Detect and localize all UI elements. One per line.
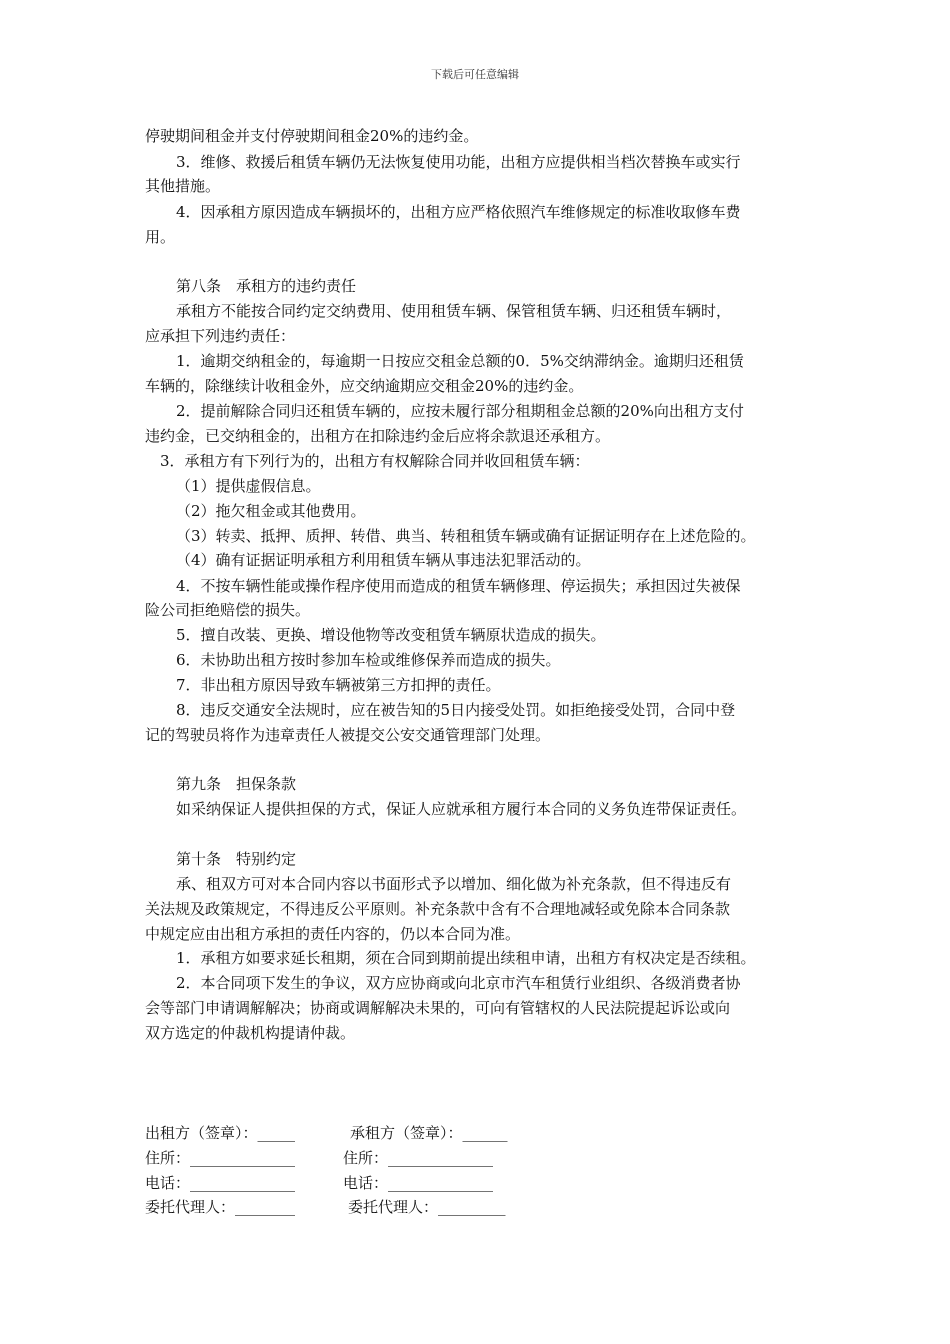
text-line: 其他措施。 xyxy=(145,177,221,195)
text-line: 3．承租方有下列行为的，出租方有权解除合同并收回租赁车辆： xyxy=(160,452,590,470)
text-line: 2．提前解除合同归还租赁车辆的，应按未履行部分租期租金总额的20%向出租方支付 xyxy=(176,402,744,420)
text-line: 会等部门申请调解解决；协商或调解解决未果的，可向有管辖权的人民法院提起诉讼或向 xyxy=(145,999,731,1017)
section-heading: 第八条 承租方的违约责任 xyxy=(176,277,357,295)
text-line: 用。 xyxy=(145,228,176,246)
text-line: 3．维修、救援后租赁车辆仍无法恢复使用功能，出租方应提供相当档次替换车或实行 xyxy=(176,153,741,171)
text-line: 承租方不能按合同约定交纳费用、使用租赁车辆、保管租赁车辆、归还租赁车辆时， xyxy=(176,302,732,320)
text-line: 1．承租方如要求延长租期，须在合同到期前提出续租申请，出租方有权决定是否续租。 xyxy=(176,949,756,967)
text-line: 承、租双方可对本合同内容以书面形式予以增加、细化做为补充条款，但不得违反有 xyxy=(176,875,732,893)
text-line: 关法规及政策规定，不得违反公平原则。补充条款中含有不合理地减轻或免除本合同条款 xyxy=(145,900,731,918)
section-heading: 第九条 担保条款 xyxy=(176,775,297,793)
lessee-phone-field: 电话：______________ xyxy=(343,1174,494,1192)
lessee-address-field: 住所：______________ xyxy=(343,1149,494,1167)
text-line: 险公司拒绝赔偿的损失。 xyxy=(145,601,311,619)
text-line: 停驶期间租金并支付停驶期间租金20%的违约金。 xyxy=(145,127,479,145)
lessor-sign-field: 出租方（签章）：_____ xyxy=(145,1124,296,1142)
text-line: 违约金，已交纳租金的，出租方在扣除违约金后应将余款退还承租方。 xyxy=(145,427,611,445)
text-line: （4）确有证据证明承租方利用租赁车辆从事违法犯罪活动的。 xyxy=(176,551,591,569)
lessor-agent-field: 委托代理人：________ xyxy=(145,1198,296,1216)
page-header: 下载后可任意编辑 xyxy=(431,68,519,81)
text-line: 6．未协助出租方按时参加车检或维修保养而造成的损失。 xyxy=(176,651,561,669)
text-line: （3）转卖、抵押、质押、转借、典当、转租租赁车辆或确有证据证明存在上述危险的。 xyxy=(176,527,756,545)
text-line: 应承担下列违约责任： xyxy=(145,327,296,345)
text-line: 2．本合同项下发生的争议，双方应协商或向北京市汽车租赁行业组织、各级消费者协 xyxy=(176,974,741,992)
text-line: 4．因承租方原因造成车辆损坏的，出租方应严格依照汽车维修规定的标准收取修车费 xyxy=(176,203,741,221)
text-line: 中规定应由出租方承担的责任内容的，仍以本合同为准。 xyxy=(145,925,521,943)
lessor-address-field: 住所：______________ xyxy=(145,1149,296,1167)
text-line: （2）拖欠租金或其他费用。 xyxy=(176,502,366,520)
text-line: 5．擅自改装、更换、增设他物等改变租赁车辆原状造成的损失。 xyxy=(176,626,606,644)
text-line: 记的驾驶员将作为违章责任人被提交公安交通管理部门处理。 xyxy=(145,726,551,744)
text-line: 4．不按车辆性能或操作程序使用而造成的租赁车辆修理、停运损失；承担因过失被保 xyxy=(176,577,741,595)
text-line: 车辆的，除继续计收租金外，应交纳逾期应交租金20%的违约金。 xyxy=(145,377,584,395)
text-line: 如采纳保证人提供担保的方式，保证人应就承租方履行本合同的义务负连带保证责任。 xyxy=(176,800,747,818)
lessor-phone-field: 电话：______________ xyxy=(145,1174,296,1192)
text-line: （1）提供虚假信息。 xyxy=(176,477,321,495)
lessee-agent-field: 委托代理人：_________ xyxy=(348,1198,506,1216)
text-line: 1．逾期交纳租金的，每逾期一日按应交租金总额的0．5%交纳滞纳金。逾期归还租赁 xyxy=(176,352,744,370)
text-line: 双方选定的仲裁机构提请仲裁。 xyxy=(145,1024,356,1042)
text-line: 7．非出租方原因导致车辆被第三方扣押的责任。 xyxy=(176,676,501,694)
section-heading: 第十条 特别约定 xyxy=(176,850,297,868)
lessee-sign-field: 承租方（签章）：______ xyxy=(350,1124,508,1142)
text-line: 8．违反交通安全法规时，应在被告知的5日内接受处罚。如拒绝接受处罚，合同中登 xyxy=(176,701,736,719)
